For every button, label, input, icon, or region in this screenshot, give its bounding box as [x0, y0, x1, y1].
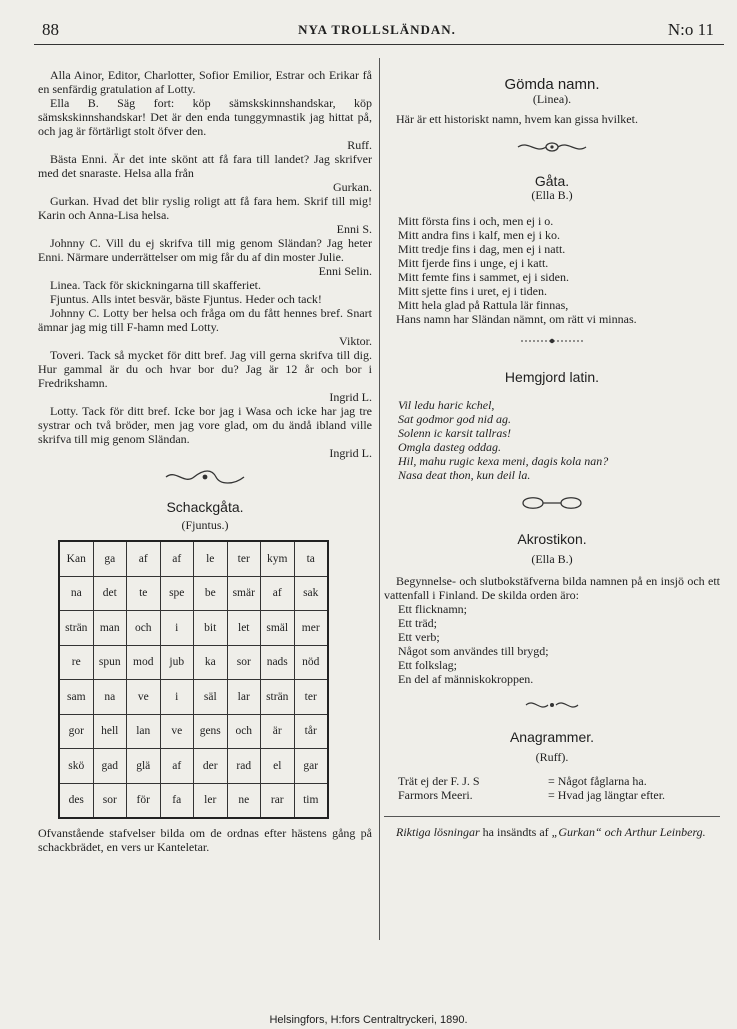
chess-cell: nöd [294, 645, 328, 680]
chess-cell: sam [59, 680, 93, 715]
letter: Linea. Tack för skickningarna till skafferiet. [50, 278, 261, 292]
chess-cell: glä [127, 749, 161, 784]
gata-line: Mitt tredje fins i dag, men ej i natt. [398, 242, 566, 256]
gata-verse [384, 214, 720, 312]
letters-section [38, 68, 372, 460]
chess-cell: nads [261, 645, 295, 680]
chess-cell: ga [93, 541, 127, 576]
chess-cell: af [261, 576, 295, 611]
letter: Bästa Enni. Är det inte skönt att få fara till landet? Jag skrifver med det snaraste. Helsa alla från [38, 152, 372, 180]
chess-row [59, 680, 328, 715]
latin-line: Solenn ic karsit tallras! [398, 426, 511, 440]
chess-cell: der [194, 749, 228, 784]
chess-cell: let [227, 611, 261, 646]
scroll-ornament-icon [522, 698, 582, 712]
chess-cell: na [93, 680, 127, 715]
chess-cell: kym [261, 541, 295, 576]
akrostikon-intro: Begynnelse- och slutbokstäfverna bilda namnen på en insjö och ett vattenfall i Finland. De skilda orden äro: [384, 574, 720, 602]
chess-cell: ter [294, 680, 328, 715]
chess-row [59, 541, 328, 576]
chess-cell: ne [227, 783, 261, 818]
anagram-right: = Hvad jag längtar efter. [548, 788, 666, 802]
ornament-divider [384, 138, 720, 160]
chess-note: Ofvanstående stafvelser bilda om de ordnas efter hästens gång på schackbrädet, en vers ur Kanteletar. [38, 826, 372, 854]
letter-signature: Enni S. [336, 222, 372, 236]
letter: Lotty. Tack för ditt bref. Icke bor jag i Wasa och icke har jag tre systrar och två bröder, men jag vore glad, om du ändå ibland ville skrifva till mig genom Sländan. [38, 404, 372, 446]
akrostikon-line: Ett verb; [398, 630, 440, 644]
chess-cell: sor [93, 783, 127, 818]
latin-line: Omgla dasteg oddag. [398, 440, 501, 454]
ornament-divider [38, 470, 372, 488]
latin-line: Sat godmor god nid ag. [398, 412, 512, 426]
chess-cell: spun [93, 645, 127, 680]
letter-signature: Ingrid L. [329, 446, 372, 460]
chess-cell: spe [160, 576, 194, 611]
chess-cell: be [194, 576, 228, 611]
letter-signature: Enni Selin. [318, 264, 372, 278]
chess-cell: sak [294, 576, 328, 611]
chess-cell: mer [294, 611, 328, 646]
chess-cell: le [194, 541, 228, 576]
chess-cell: ve [160, 714, 194, 749]
chess-cell: gens [194, 714, 228, 749]
anagram-list [384, 774, 720, 802]
chess-cell: och [127, 611, 161, 646]
chess-cell: för [127, 783, 161, 818]
chess-row [59, 576, 328, 611]
akrostikon-line: En del af människokroppen. [398, 672, 534, 686]
chess-cell: smär [227, 576, 261, 611]
chess-cell: re [59, 645, 93, 680]
chess-cell: des [59, 783, 93, 818]
chess-cell: och [227, 714, 261, 749]
ornament-divider [384, 336, 720, 350]
page-number: 88 [42, 20, 59, 39]
chess-cell: man [93, 611, 127, 646]
anagram-row [384, 774, 720, 788]
chess-cell: det [93, 576, 127, 611]
chess-cell: af [160, 541, 194, 576]
page-header [32, 20, 722, 44]
chess-cell: är [261, 714, 295, 749]
chess-cell: ta [294, 541, 328, 576]
latin-line: Vil ledu haric kchel, [398, 398, 495, 412]
letter: Alla Ainor, Editor, Charlotter, Sofior Emilior, Estrar och Erikar få en senfärdig gratulation af Lotty. [38, 68, 372, 96]
right-column [384, 78, 720, 839]
gata-line: Mitt femte fins i sammet, ej i siden. [398, 270, 569, 284]
latin-title: Hemgjord latin. [504, 369, 600, 385]
gata-author: (Ella B.) [531, 188, 573, 202]
gata-ending: Hans namn har Sländan nämnt, om rätt vi minnas. [396, 312, 637, 326]
chess-cell: rar [261, 783, 295, 818]
chess-cell: bit [194, 611, 228, 646]
chess-cell: gar [294, 749, 328, 784]
chess-cell: fa [160, 783, 194, 818]
letter-signature: Gurkan. [333, 180, 372, 194]
gata-line: Mitt hela glad på Rattula lär finnas, [398, 298, 569, 312]
chess-cell: el [261, 749, 295, 784]
akrostikon-line: Ett folkslag; [398, 658, 457, 672]
letter: Gurkan. Hvad det blir ryslig roligt att få fara hem. Skrif till mig! Karin och Anna-Lisa helsa. [38, 194, 372, 222]
chess-cell: strän [59, 611, 93, 646]
chess-cell: te [127, 576, 161, 611]
chess-board [58, 540, 329, 819]
printer-footer: Helsingfors, H:fors Centraltryckeri, 1890. [269, 1014, 468, 1026]
gata-line: Mitt sjette fins i uret, ej i tiden. [398, 284, 547, 298]
letter-signature: Ruff. [347, 138, 372, 152]
chess-cell: sor [227, 645, 261, 680]
chess-cell: hell [93, 714, 127, 749]
chess-cell: smäl [261, 611, 295, 646]
chess-cell: strän [261, 680, 295, 715]
akrostikon-line: Ett träd; [398, 616, 437, 630]
chess-cell: i [160, 611, 194, 646]
letter-signature: Viktor. [339, 334, 372, 348]
chess-cell: ka [194, 645, 228, 680]
chess-row [59, 749, 328, 784]
chess-cell: i [160, 680, 194, 715]
chess-cell: tim [294, 783, 328, 818]
letter-signature: Ingrid L. [329, 390, 372, 404]
gomda-text: Här är ett historiskt namn, hvem kan gissa hvilket. [396, 112, 638, 126]
anagram-left: Trät ej der F. J. S [398, 774, 480, 788]
chess-row [59, 783, 328, 818]
letter: Toveri. Tack så mycket för ditt bref. Jag vill gerna skrifva till dig. Hur gammal är du och hvar bor du? Jag är 12 år och bor i Fredrikshamn. [38, 348, 372, 390]
chess-row [59, 714, 328, 749]
anagram-author: (Ruff). [535, 750, 569, 764]
masthead-title: NYA TROLLSLÄNDAN. [298, 22, 456, 37]
chess-cell: ve [127, 680, 161, 715]
letter: Johnny C. Vill du ej skrifva till mig genom Sländan? Jag heter Enni. Närmare underrättelser om mig får du af din moster Julie. [38, 236, 372, 264]
issue-number: N:o 11 [667, 20, 714, 39]
chess-cell: tår [294, 714, 328, 749]
chess-author: (Fjuntus.) [181, 518, 229, 532]
solvers-note [384, 825, 720, 839]
chess-row [59, 611, 328, 646]
chess-cell: jub [160, 645, 194, 680]
chess-cell: skö [59, 749, 93, 784]
chess-cell: gor [59, 714, 93, 749]
header-rule [34, 44, 724, 45]
latin-line: Nasa deat thon, kun deil la. [398, 468, 531, 482]
anagram-title: Anagrammer. [509, 729, 595, 745]
gata-line: Mitt fjerde fins i unge, ej i katt. [398, 256, 549, 270]
anagram-row [384, 788, 720, 802]
gata-line: Mitt första fins i och, men ej i o. [398, 214, 554, 228]
letter: Johnny C. Lotty ber helsa och fråga om du fått hennes bref. Snart ämnar jag mig till F-hamn med Lotty. [38, 306, 372, 334]
chess-cell: rad [227, 749, 261, 784]
scroll-ornament-icon [162, 470, 248, 484]
chess-cell: Kan [59, 541, 93, 576]
chess-cell: lar [227, 680, 261, 715]
akrostikon-author: (Ella B.) [531, 552, 573, 566]
akrostikon-line: Något som användes till brygd; [398, 644, 549, 658]
chess-cell: ler [194, 783, 228, 818]
left-column [38, 68, 372, 854]
ornament-divider [384, 494, 720, 516]
chess-cell: gad [93, 749, 127, 784]
letter: Ella B. Säg fort: köp sämskskinnshandskar, köp sämskskinnshandskar! Det är den enda tunggymnastik jag hittat på, och jag är förtärligt stolt öfver den. [38, 96, 372, 138]
dotted-ornament-icon [517, 336, 587, 346]
solvers-text: ha insändts af [479, 825, 552, 839]
chess-cell: na [59, 576, 93, 611]
gomda-author: (Linea). [532, 92, 572, 106]
ornament-divider [384, 698, 720, 716]
anagram-right: = Något fåglarna ha. [548, 774, 647, 788]
akrostikon-title: Akrostikon. [517, 531, 587, 547]
latin-verse [384, 398, 720, 482]
anagram-left: Farmors Meeri. [398, 788, 473, 802]
column-divider [379, 58, 380, 940]
chess-cell: af [160, 749, 194, 784]
chess-cell: af [127, 541, 161, 576]
chess-row [59, 645, 328, 680]
chess-cell: mod [127, 645, 161, 680]
letter: Fjuntus. Alls intet besvär, bäste Fjuntus. Heder och tack! [50, 292, 322, 306]
akrostikon-list [384, 602, 720, 686]
latin-line: Hil, mahu rugic kexa meni, dagis kola nan? [398, 454, 609, 468]
akrostikon-line: Ett flicknamn; [398, 602, 467, 616]
chess-cell: säl [194, 680, 228, 715]
chess-title: Schackgåta. [166, 499, 244, 515]
chess-board-body [59, 541, 328, 818]
solvers-label: Riktiga lösningar [396, 825, 480, 839]
loop-ornament-icon [517, 494, 587, 512]
solvers-names: „Gurkan“ och Arthur Leinberg. [551, 825, 706, 839]
gomda-title: Gömda namn. [504, 76, 600, 93]
chess-cell: lan [127, 714, 161, 749]
gata-line: Mitt andra fins i kalf, men ej i ko. [398, 228, 560, 242]
floral-ornament-icon [512, 138, 592, 156]
chess-cell: ter [227, 541, 261, 576]
section-rule [384, 816, 720, 817]
gata-title: Gåta. [534, 173, 570, 189]
